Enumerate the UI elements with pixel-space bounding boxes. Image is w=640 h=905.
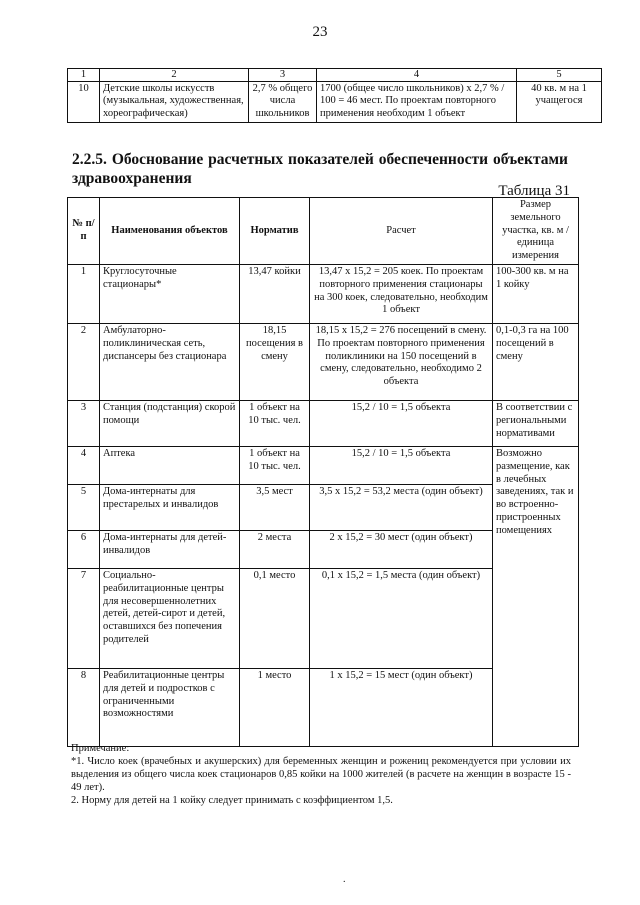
table-row [68,446,579,484]
notes-block [71,742,571,807]
object-name: Амбулаторно-поликлиническая сеть, диспансеры без стационара [100,323,240,400]
column-number: 1 [68,69,100,82]
header-calculation: Расчет [310,198,493,265]
table-header-row [68,198,579,265]
notes-title: Примечание: [71,743,130,754]
row-number: 6 [68,530,100,568]
calculation: 1 х 15,2 = 15 мест (один объект) [310,668,493,746]
object-name: Социально-реабилитационные центры для несовершеннолетних детей, детей-сирот и детей, оставшихся без попечения родителей [100,568,240,668]
norm-value: 18,15 посещения в смену [240,323,310,400]
norm-value: 1 место [240,668,310,746]
section-heading: 2.2.5. Обоснование расчетных показателей обеспеченности объектами здравоохранения [72,151,568,187]
table-row [68,323,579,400]
norm-value: 1 объект на 10 тыс. чел. [240,400,310,446]
row-number: 4 [68,446,100,484]
footer-mark: . [343,874,346,885]
land-area: 100-300 кв. м на 1 койку [493,264,579,323]
land-area: В соответствии с региональными нормативами [493,400,579,446]
calculation: 3,5 х 15,2 = 53,2 места (один объект) [310,484,493,530]
calculation: 1700 (общее число школьников) х 2,7 % / 100 = 46 мест. По проектам повторного применения необходим 1 объект [317,81,517,122]
object-name: Реабилитационные центры для детей и подростков с ограниченными возможностями [100,668,240,746]
row-number: 3 [68,400,100,446]
row-number: 2 [68,323,100,400]
header-norm: Норматив [240,198,310,265]
header-land-area: Размер земельного участка, кв. м / единица измерения [493,198,579,265]
land-area: 40 кв. м на 1 учащегося [517,81,602,122]
table-row [68,81,602,122]
row-number: 8 [68,668,100,746]
previous-table-continuation [67,68,602,123]
object-name: Круглосуточные стационары* [100,264,240,323]
norm-value: 1 объект на 10 тыс. чел. [240,446,310,484]
land-area: 0,1-0,3 га на 100 посещений в смену [493,323,579,400]
header-name: Наименования объектов [100,198,240,265]
column-number: 3 [249,69,317,82]
norm-value: 2 места [240,530,310,568]
table-header-row [68,69,602,82]
calculation: 18,15 х 15,2 = 276 посещений в смену. По проектам повторного применения поликлиники на 150 посещений в смену, следовательно, необходимо 2 объекта [310,323,493,400]
row-number: 10 [68,81,100,122]
norm-value: 13,47 койки [240,264,310,323]
healthcare-facilities-table [67,197,579,747]
column-number: 5 [517,69,602,82]
object-name: Детские школы искусств (музыкальная, художественная, хореографическая) [100,81,249,122]
row-number: 7 [68,568,100,668]
note-1: *1. Число коек (врачебных и акушерских) для беременных женщин и рожениц рекомендуется при условии их выделения из общего числа коек стационаров 0,85 койки на 1000 жителей (в расчете на женщин в возрасте 15 - 49 лет). [71,756,571,793]
table-label: Таблица 31 [498,183,570,199]
land-area-merged: Возможно размещение, как в лечебных заведениях, так и во встроенно-пристроенных помещениях [493,446,579,746]
column-number: 4 [317,69,517,82]
calculation: 15,2 / 10 = 1,5 объекта [310,400,493,446]
header-number: № п/п [68,198,100,265]
calculation: 13,47 х 15,2 = 205 коек. По проектам повторного применения стационары на 300 коек, следовательно, необходим 1 объект [310,264,493,323]
table-row [68,264,579,323]
calculation: 2 х 15,2 = 30 мест (один объект) [310,530,493,568]
table-row [68,400,579,446]
calculation: 0,1 х 15,2 = 1,5 места (один объект) [310,568,493,668]
object-name: Станция (подстанция) скорой помощи [100,400,240,446]
norm-value: 3,5 мест [240,484,310,530]
object-name: Дома-интернаты для детей-инвалидов [100,530,240,568]
calculation: 15,2 / 10 = 1,5 объекта [310,446,493,484]
note-2: 2. Норму для детей на 1 койку следует принимать с коэффициентом 1,5. [71,795,393,806]
column-number: 2 [100,69,249,82]
page-number: 23 [312,24,328,40]
object-name: Аптека [100,446,240,484]
object-name: Дома-интернаты для престарелых и инвалидов [100,484,240,530]
row-number: 5 [68,484,100,530]
norm-value: 0,1 место [240,568,310,668]
norm-value: 2,7 % общего числа школьников [249,81,317,122]
row-number: 1 [68,264,100,323]
